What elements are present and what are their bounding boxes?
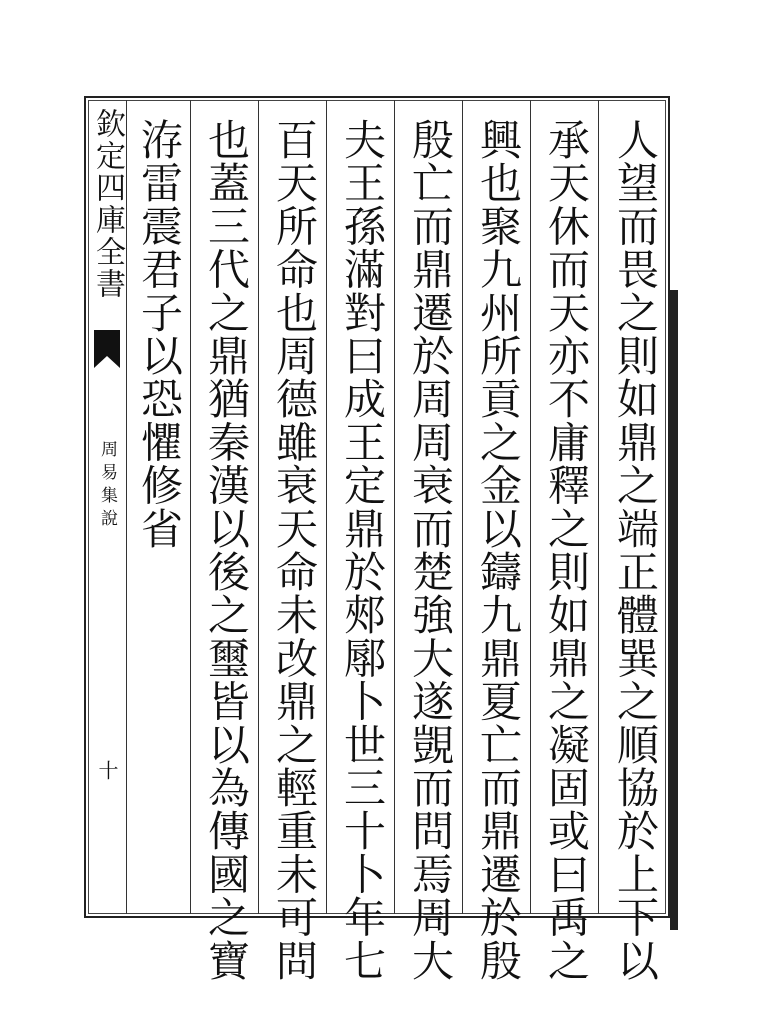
column-rule [190,100,191,914]
text-column-1: 人望而畏之則如鼎之端正體巽之順協於上下以 [611,118,660,982]
column-rule [126,100,127,914]
text-column-3: 興也聚九州所貢之金以鑄九鼎夏亡而鼎遷於殷 [474,118,523,982]
fish-tail-mark [92,328,122,370]
text-column-4: 殷亡而鼎遷於周周衰而楚強大遂覬而問焉周大 [406,118,455,982]
column-rule [598,100,599,914]
page-number: 十 [95,760,119,780]
text-column-7: 也蓋三代之鼎猶秦漢以後之璽皆以為傳國之寶 [202,118,251,982]
text-column-6: 百天所命也周德雖衰天命未改鼎之輕重未可問 [270,118,319,982]
column-rule [258,100,259,914]
column-rule [394,100,395,914]
section-title: 周易集說 [97,440,117,532]
text-column-2: 承天休而天亦不庸釋之則如鼎之凝固或曰禹之 [542,118,591,982]
book-title: 欽定四庫全書 [90,108,125,300]
column-rule [462,100,463,914]
text-column-5: 夫王孫滿對曰成王定鼎於郟鄏卜世三十卜年七 [338,118,387,982]
text-column-8: 洊雷震君子以恐懼修省 [135,118,184,550]
column-rule [326,100,327,914]
page-edge-bar [670,290,678,930]
column-rule [530,100,531,914]
